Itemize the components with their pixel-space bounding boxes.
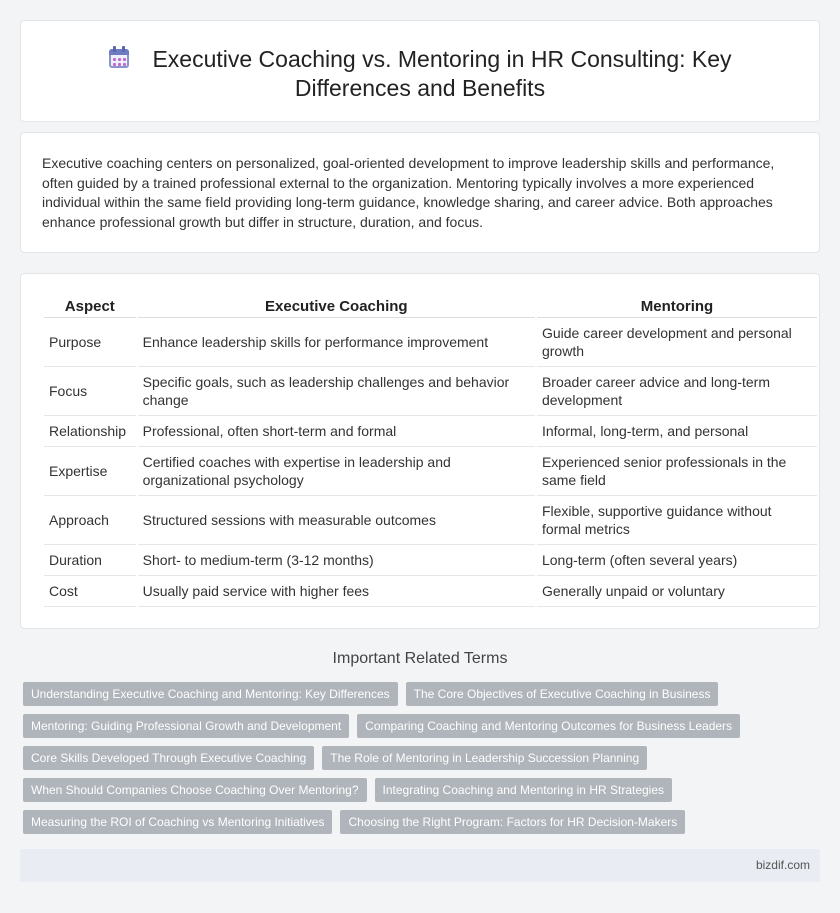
related-term-link[interactable]: Measuring the ROI of Coaching vs Mentoring Initiatives [23, 810, 332, 834]
related-term-link[interactable]: Mentoring: Guiding Professional Growth and Development [23, 714, 349, 738]
table-cell: Professional, often short-term and formal [138, 416, 535, 447]
table-cell: Broader career advice and long-term development [537, 367, 817, 416]
intro-card [20, 132, 820, 253]
comparison-table [42, 296, 819, 607]
table-cell: Short- to medium-term (3-12 months) [138, 545, 535, 576]
related-term-link[interactable]: Choosing the Right Program: Factors for HR Decision-Makers [340, 810, 685, 834]
table-row [44, 545, 817, 576]
footer-site-name: bizdif.com [755, 858, 810, 872]
table-cell: Flexible, supportive guidance without formal metrics [537, 496, 817, 545]
table-cell: Usually paid service with higher fees [138, 576, 535, 607]
title-line-1: Executive Coaching vs. Mentoring in HR Consulting: Key [152, 46, 732, 72]
table-cell: Generally unpaid or voluntary [537, 576, 817, 607]
table-cell: Relationship [44, 416, 136, 447]
related-term-link[interactable]: Understanding Executive Coaching and Mentoring: Key Differences [23, 682, 398, 706]
related-terms-heading: Important Related Terms [332, 650, 508, 667]
calendar-icon [108, 46, 130, 70]
related-terms-list [23, 682, 823, 842]
comparison-table-card [20, 273, 820, 629]
table-cell: Informal, long-term, and personal [537, 416, 817, 447]
table-row [44, 447, 817, 496]
table-row [44, 367, 817, 416]
tag-row [23, 714, 823, 738]
related-term-link[interactable]: The Role of Mentoring in Leadership Succession Planning [322, 746, 647, 770]
tag-row [23, 682, 823, 706]
related-term-link[interactable]: When Should Companies Choose Coaching Over Mentoring? [23, 778, 367, 802]
table-cell: Guide career development and personal growth [537, 318, 817, 367]
table-row [44, 416, 817, 447]
table-cell: Specific goals, such as leadership challenges and behavior change [138, 367, 535, 416]
table-row [44, 496, 817, 545]
related-term-link[interactable]: The Core Objectives of Executive Coaching in Business [406, 682, 719, 706]
page-title [21, 45, 819, 103]
footer [20, 849, 820, 882]
related-term-link[interactable]: Core Skills Developed Through Executive Coaching [23, 746, 314, 770]
table-cell: Long-term (often several years) [537, 545, 817, 576]
table-cell: Cost [44, 576, 136, 607]
table-row [44, 318, 817, 367]
table-header-row [44, 296, 817, 318]
intro-text: Executive coaching centers on personalized, goal-oriented development to improve leadership skills and performance, often guided by a trained professional external to the organization. Mentoring typically involves a more experienced individual within the same field providing long-term guidance, knowledge sharing, and career advice. Both approaches enhance professional growth but differ in structure, duration, and focus. [42, 155, 775, 230]
table-cell: Expertise [44, 447, 136, 496]
header-mentoring: Mentoring [537, 296, 817, 318]
table-cell: Focus [44, 367, 136, 416]
related-term-link[interactable]: Integrating Coaching and Mentoring in HR Strategies [375, 778, 673, 802]
tag-row [23, 810, 823, 834]
header-card [20, 20, 820, 122]
title-line-2: Differences and Benefits [294, 75, 546, 101]
table-cell: Certified coaches with expertise in leadership and organizational psychology [138, 447, 535, 496]
table-cell: Enhance leadership skills for performance improvement [138, 318, 535, 367]
tag-row [23, 746, 823, 770]
table-cell: Duration [44, 545, 136, 576]
tag-row [23, 778, 823, 802]
related-term-link[interactable]: Comparing Coaching and Mentoring Outcomes for Business Leaders [357, 714, 740, 738]
table-cell: Purpose [44, 318, 136, 367]
header-executive-coaching: Executive Coaching [138, 296, 535, 318]
table-cell: Structured sessions with measurable outcomes [138, 496, 535, 545]
table-cell: Approach [44, 496, 136, 545]
table-cell: Experienced senior professionals in the same field [537, 447, 817, 496]
table-row [44, 576, 817, 607]
header-aspect: Aspect [44, 296, 136, 318]
